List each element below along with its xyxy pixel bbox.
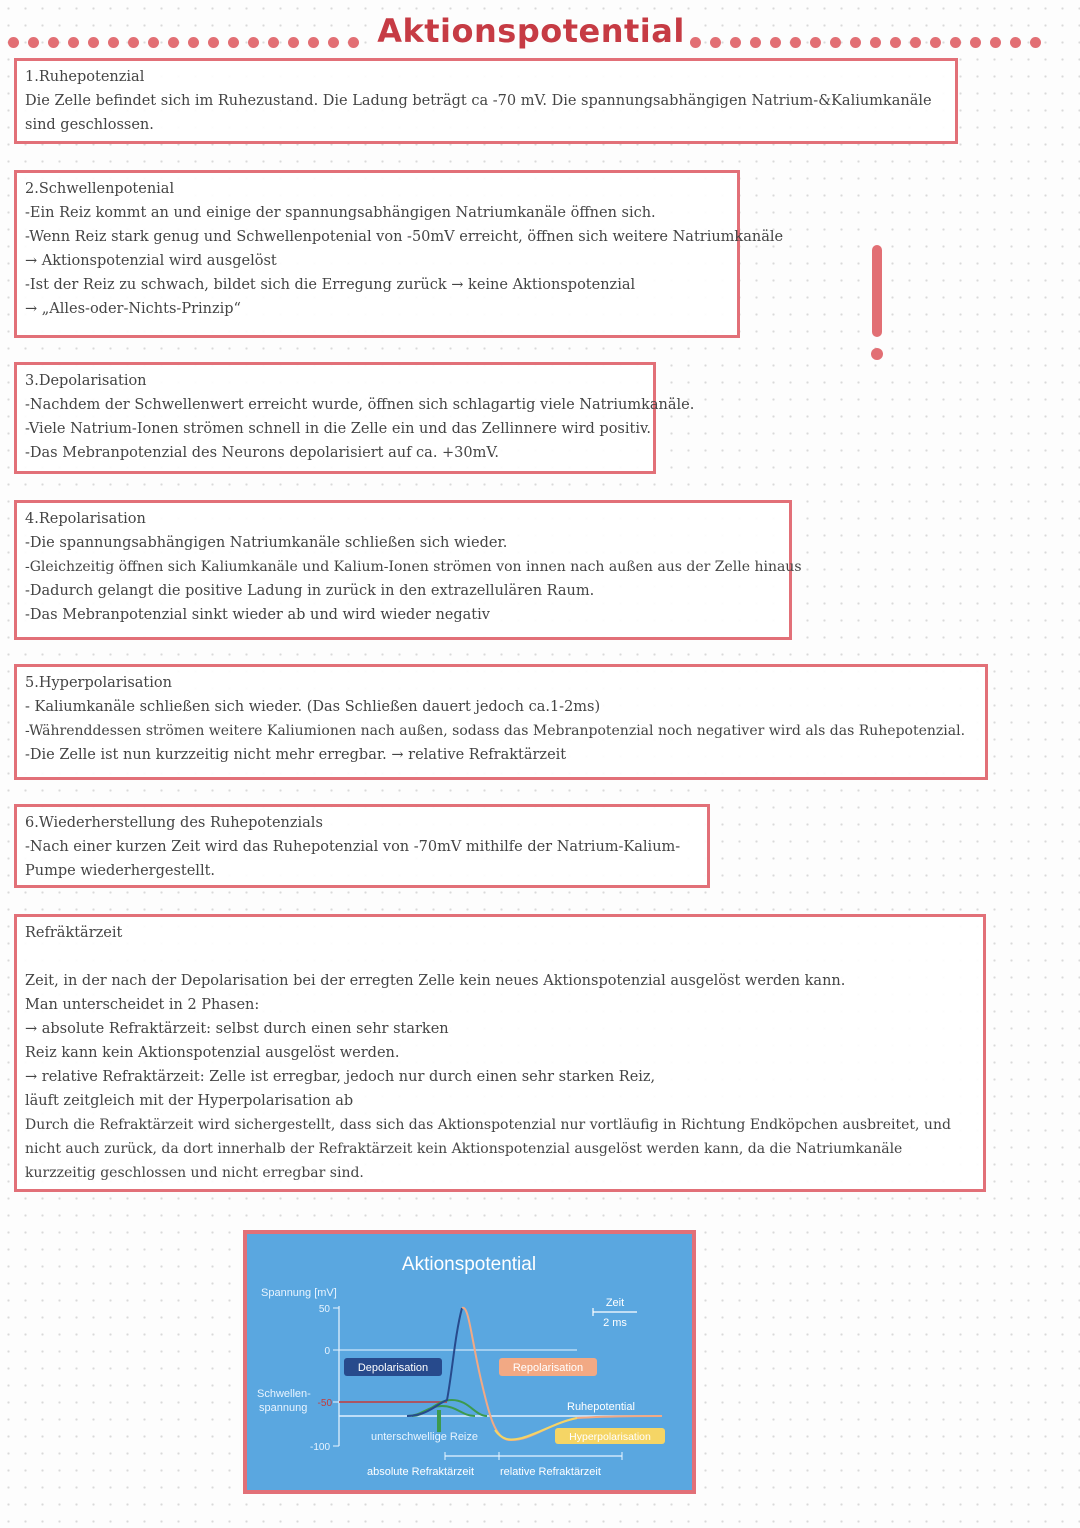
threshold-label: spannung: [259, 1402, 308, 1414]
relative-refractory-label: relative Refraktärzeit: [500, 1466, 601, 1478]
section-line: -Ist der Reiz zu schwach, bildet sich die Erregung zurück → keine Aktionspotenzial: [25, 277, 636, 293]
section-ruhepotenzial: [14, 58, 958, 144]
section-heading: 5.Hyperpolarisation: [25, 675, 172, 691]
y-tick-label: 0: [324, 1346, 330, 1357]
section-line: -Die Zelle ist nun kurzzeitig nicht mehr erregbar. → relative Refraktärzeit: [25, 747, 567, 763]
section-line: -Nachdem der Schwellenwert erreicht wurde, öffnen sich schlagartig viele Natriumkanäle.: [25, 397, 695, 413]
time-scale-label: 2 ms: [603, 1317, 627, 1329]
page-title: Aktionspotential: [372, 12, 690, 50]
section-line: Man unterscheidet in 2 Phasen:: [25, 997, 260, 1013]
section-hyperpolarisation: [14, 664, 988, 780]
section-line: Die Zelle befindet sich im Ruhezustand. Die Ladung beträgt ca -70 mV. Die spannungsabhängigen Natrium-&Kaliumkanäle sind geschlossen.: [25, 93, 932, 133]
section-heading: 2.Schwellenpotenial: [25, 181, 175, 197]
section-line: -Wenn Reiz stark genug und Schwellenpotenial von -50mV erreicht, öffnen sich weitere Natriumkanäle: [25, 229, 784, 245]
section-line: -Dadurch gelangt die positive Ladung in zurück in den extrazellulären Raum.: [25, 583, 595, 599]
section-repolarisation: [14, 500, 802, 640]
section-line: - Kaliumkanäle schließen sich wieder. (Das Schließen dauert jedoch ca.1-2ms): [25, 699, 601, 715]
section-heading: 4.Repolarisation: [25, 511, 146, 527]
diagram-title: Aktionspotential: [401, 1254, 537, 1275]
section-line: -Ein Reiz kommt an und einige der spannungsabhängigen Natriumkanäle öffnen sich.: [25, 205, 656, 221]
section-line: -Gleichzeitig öffnen sich Kaliumkanäle und Kalium-Ionen strömen von innen nach außen aus der Zelle hinaus: [25, 559, 802, 575]
section-schwellenpotenial: [14, 170, 784, 338]
subthreshold-label: unterschwellige Reize: [371, 1431, 478, 1443]
exclamation-dot-icon: [871, 348, 883, 360]
section-line: läuft zeitgleich mit der Hyperpolarisation ab: [25, 1093, 354, 1109]
depolarisation-label: Depolarisation: [357, 1362, 429, 1374]
section-line: -Die spannungsabhängigen Natriumkanäle schließen sich wieder.: [25, 535, 508, 551]
section-line: -Das Mebranpotenzial sinkt wieder ab und wird wieder negativ: [25, 607, 490, 623]
hyperpolarisation-label: Hyperpolarisation: [569, 1431, 651, 1443]
action-potential-diagram: [243, 1230, 696, 1494]
section-line: Durch die Refraktärzeit wird sichergestellt, dass sich das Aktionspotenzial nur vortläufig in Richtung Endköpchen ausbreitet, und nicht auch zurück, da dort innerhalb der Refraktärzeit kein Aktionspotenzial ausgelöst werden kann, da die Natriumkanäle kurzzeitig geschlossen und nicht erregbar sind.: [25, 1117, 951, 1181]
section-line: → „Alles-oder-Nichts-Prinzip“: [25, 301, 241, 317]
time-label: Zeit: [605, 1297, 625, 1309]
section-line: -Nach einer kurzen Zeit wird das Ruhepotenzial von -70mV mithilfe der Natrium-Kalium-Pumpe wiederhergestellt.: [25, 839, 681, 879]
section-heading: 3.Depolarisation: [25, 373, 147, 389]
ruhepotential-label: Ruhepotential: [567, 1401, 635, 1413]
y-tick-label: -100: [309, 1442, 330, 1453]
y-axis-label: Spannung [mV]: [261, 1287, 337, 1299]
y-tick-label: 50: [318, 1304, 330, 1315]
absolute-refractory-label: absolute Refraktärzeit: [367, 1466, 474, 1478]
section-depolarisation: [14, 362, 695, 474]
section-heading: Refräktärzeit: [25, 925, 123, 941]
section-line: -Währenddessen strömen weitere Kaliumionen nach außen, sodass das Mebranpotenzial noch negativer wird als das Ruhepotenzial.: [25, 723, 966, 739]
exclamation-icon: [872, 245, 882, 337]
section-line: → Aktionspotenzial wird ausgelöst: [25, 253, 277, 269]
section-refraktaerzeit: [14, 914, 986, 1192]
repolarisation-label: Repolarisation: [512, 1362, 584, 1374]
section-line: -Das Mebranpotenzial des Neurons depolarisiert auf ca. +30mV.: [25, 445, 499, 461]
section-line: Reiz kann kein Aktionspotenzial ausgelöst werden.: [25, 1045, 400, 1061]
section-line: → absolute Refraktärzeit: selbst durch einen sehr starken: [25, 1021, 449, 1037]
threshold-label: Schwellen-: [257, 1388, 311, 1400]
title-dots-right: [690, 36, 1041, 48]
section-line: [25, 945, 975, 969]
y-tick-label: -50: [317, 1398, 332, 1409]
section-wiederherstellung: [14, 804, 710, 888]
stimulus-marker: [437, 1410, 441, 1432]
section-line: → relative Refraktärzeit: Zelle ist erregbar, jedoch nur durch einen sehr starken Reiz,: [25, 1069, 656, 1085]
title-dots-left: [8, 36, 359, 48]
section-heading: 1.Ruhepotenzial: [25, 69, 145, 85]
section-line: -Viele Natrium-Ionen strömen schnell in die Zelle ein und das Zellinnere wird positiv.: [25, 421, 652, 437]
section-line: Zeit, in der nach der Depolarisation bei der erregten Zelle kein neues Aktionspotenzial ausgelöst werden kann.: [25, 973, 846, 989]
section-heading: 6.Wiederherstellung des Ruhepotenzials: [25, 815, 323, 831]
